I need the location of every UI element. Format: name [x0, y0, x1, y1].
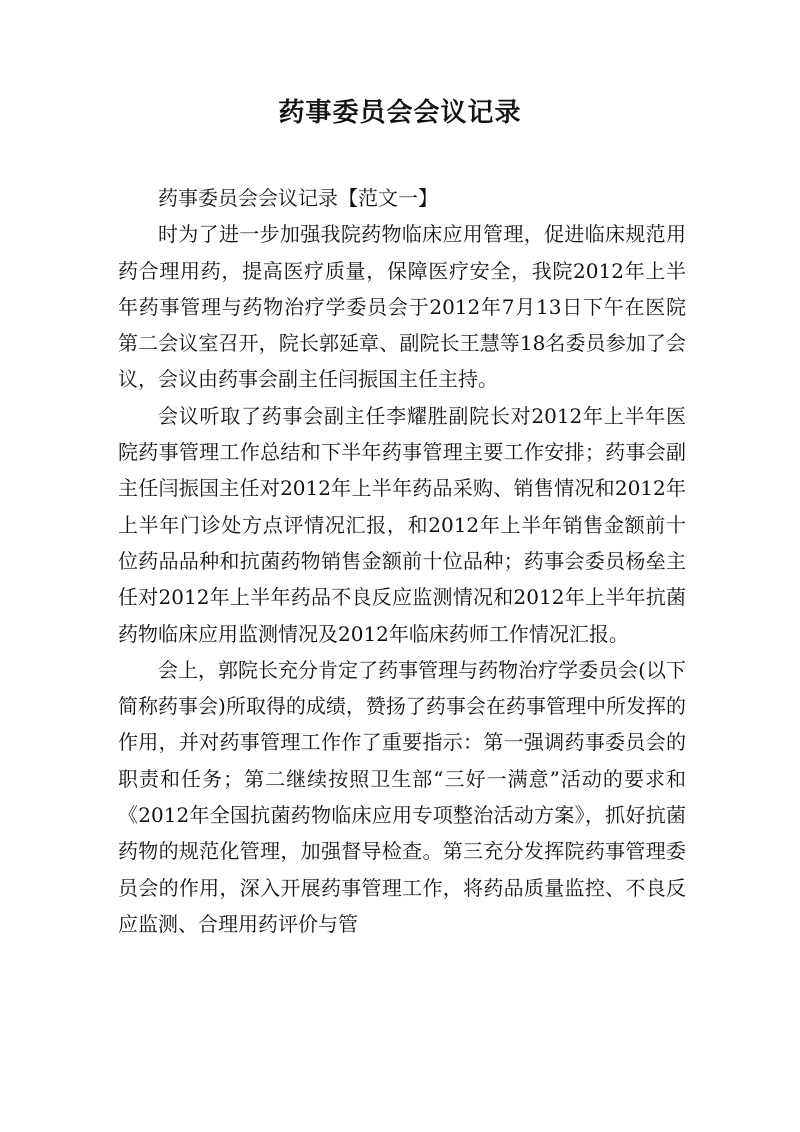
paragraph-3: 会上，郭院长充分肯定了药事管理与药物治疗学委员会(以下简称药事会)所取得的成绩，赞扬了药事会在药事管理中所发挥的作用，并对药事管理工作作了重要指示：第一强调药事委员会的职责和任务；第二继续按照卫生部“三好一满意”活动的要求和《2012年全国抗菌药物临床应用专项整治活动方案》，抓好抗菌药物的规范化管理，加强督导检查。第三充分发挥院药事管理委员会的作用，深入开展药事管理工作，将药品质量监控、不良反应监测、合理用药评价与管 [118, 657, 686, 936]
paragraph-1: 时为了进一步加强我院药物临床应用管理，促进临床规范用药合理用药，提高医疗质量，保障医疗安全，我院2012年上半年药事管理与药物治疗学委员会于2012年7月13日下午在医院第二会议室召开，院长郭延章、副院长王慧等18名委员参加了会议，会议由药事会副主任闫振国主任主持。 [118, 222, 686, 392]
paragraph-2: 会议听取了药事会副主任李耀胜副院长对2012年上半年医院药事管理工作总结和下半年药事管理主要工作安排；药事会副主任闫振国主任对2012年上半年药品采购、销售情况和2012年上半年门诊处方点评情况汇报，和2012年上半年销售金额前十位药品品种和抗菌药物销售金额前十位品种；药事会委员杨垒主任对2012年上半年药品不良反应监测情况和2012年上半年抗菌药物临床应用监测情况及2012年临床药师工作情况汇报。 [118, 403, 686, 646]
paragraph-heading: 药事委员会会议记录【范文一】 [158, 186, 438, 210]
document-body [118, 180, 686, 942]
document-title: 药事委员会会议记录 [278, 98, 522, 128]
